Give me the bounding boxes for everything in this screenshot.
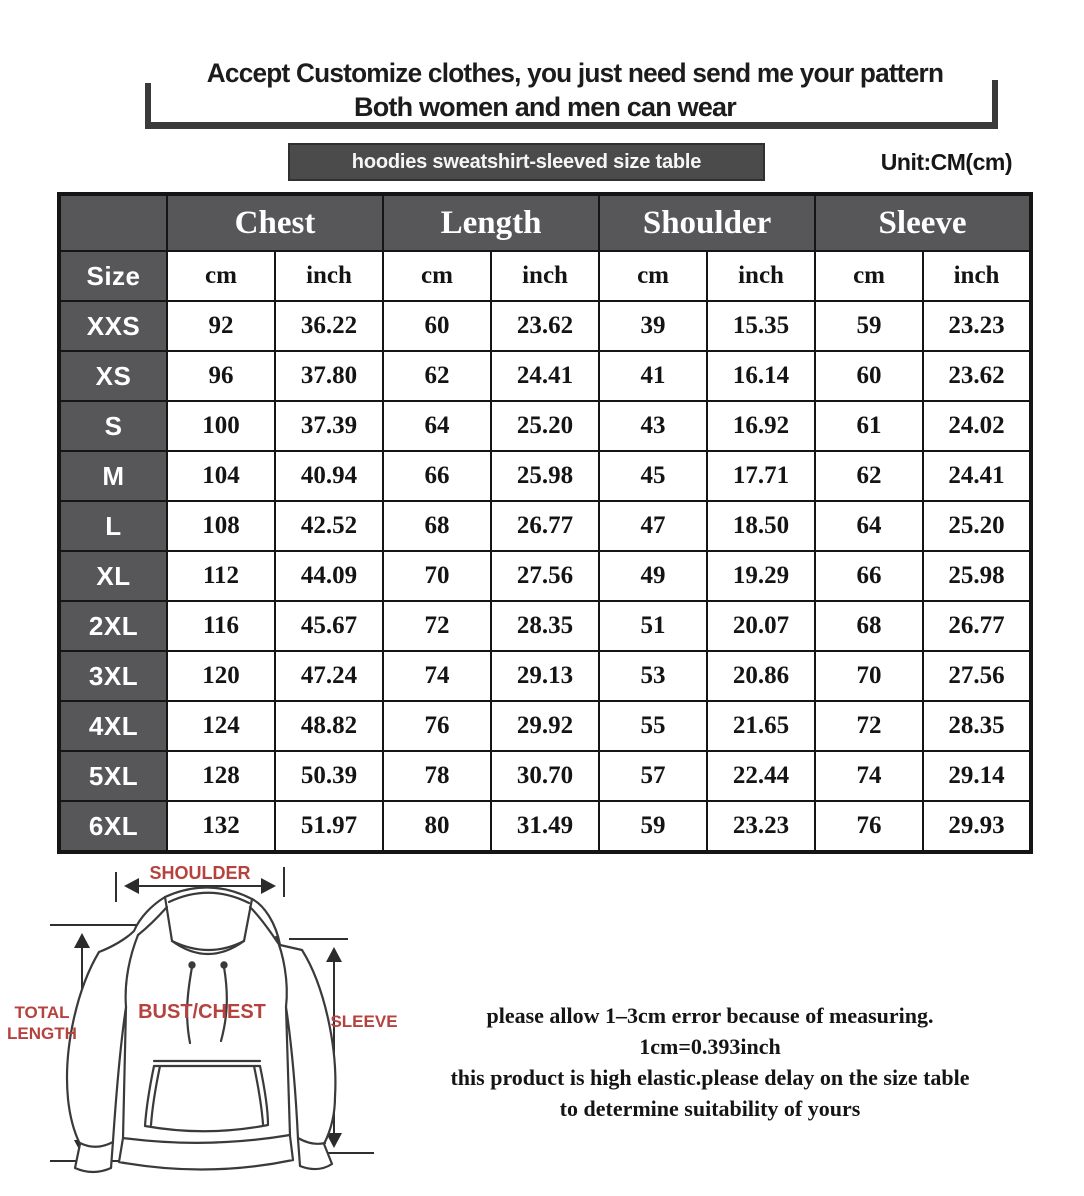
shoulder-label: SHOULDER	[149, 863, 251, 883]
measurement-value: 39	[599, 301, 707, 351]
measurement-value: 29.92	[491, 701, 599, 751]
unit-header: cm	[383, 251, 491, 301]
size-label: XL	[59, 551, 167, 601]
measurement-value: 36.22	[275, 301, 383, 351]
measurement-value: 20.86	[707, 651, 815, 701]
unit-header: inch	[275, 251, 383, 301]
measurement-value: 44.09	[275, 551, 383, 601]
measurement-value: 17.71	[707, 451, 815, 501]
measurement-value: 100	[167, 401, 275, 451]
measurement-value: 64	[383, 401, 491, 451]
group-header-row	[59, 194, 1031, 251]
measurement-value: 27.56	[923, 651, 1031, 701]
size-label: S	[59, 401, 167, 451]
measurement-value: 48.82	[275, 701, 383, 751]
unit-header: cm	[815, 251, 923, 301]
measurement-value: 23.62	[491, 301, 599, 351]
total-length-label-line1: TOTAL	[14, 1003, 70, 1022]
measurement-value: 21.65	[707, 701, 815, 751]
measurement-value: 26.77	[923, 601, 1031, 651]
group-header-shoulder: Shoulder	[599, 194, 815, 251]
headline-bracket-underline	[145, 122, 998, 129]
measurement-value: 45	[599, 451, 707, 501]
measurement-value: 66	[815, 551, 923, 601]
headline-line-2: Both women and men can wear	[354, 92, 736, 122]
measurement-value: 18.50	[707, 501, 815, 551]
measurement-value: 108	[167, 501, 275, 551]
table-row	[59, 701, 1031, 751]
total-length-label-line2: LENGTH	[7, 1024, 77, 1043]
table-title: hoodies sweatshirt-sleeved size table	[351, 150, 702, 173]
measurement-value: 49	[599, 551, 707, 601]
headline-bracket-left	[145, 83, 151, 129]
measurement-value: 40.94	[275, 451, 383, 501]
measurement-value: 31.49	[491, 801, 599, 852]
measurement-value: 61	[815, 401, 923, 451]
size-label: XXS	[59, 301, 167, 351]
size-table-body	[59, 301, 1031, 852]
measurement-value: 24.41	[491, 351, 599, 401]
measurement-value: 51	[599, 601, 707, 651]
measurement-value: 60	[815, 351, 923, 401]
size-header-cell: Size	[59, 251, 167, 301]
measurement-value: 23.62	[923, 351, 1031, 401]
measurement-value: 59	[599, 801, 707, 852]
table-row	[59, 301, 1031, 351]
measurement-value: 42.52	[275, 501, 383, 551]
measurement-value: 23.23	[707, 801, 815, 852]
measurement-value: 57	[599, 751, 707, 801]
measurement-value: 25.20	[491, 401, 599, 451]
measurement-value: 27.56	[491, 551, 599, 601]
measurement-value: 16.14	[707, 351, 815, 401]
measurement-value: 19.29	[707, 551, 815, 601]
headline-bracket-right	[992, 80, 998, 129]
measurement-value: 30.70	[491, 751, 599, 801]
measurement-value: 70	[815, 651, 923, 701]
table-row	[59, 551, 1031, 601]
size-label: 4XL	[59, 701, 167, 751]
size-label: 3XL	[59, 651, 167, 701]
measurement-value: 23.23	[923, 301, 1031, 351]
table-row	[59, 501, 1031, 551]
unit-header: inch	[707, 251, 815, 301]
measurement-value: 43	[599, 401, 707, 451]
group-header-length: Length	[383, 194, 599, 251]
sub-header-row	[59, 251, 1031, 301]
measurement-value: 66	[383, 451, 491, 501]
measurement-value: 51.97	[275, 801, 383, 852]
measurement-value: 28.35	[491, 601, 599, 651]
measurement-value: 22.44	[707, 751, 815, 801]
size-label: 2XL	[59, 601, 167, 651]
measurement-value: 76	[815, 801, 923, 852]
measurement-value: 45.67	[275, 601, 383, 651]
measurement-value: 116	[167, 601, 275, 651]
measurement-value: 62	[815, 451, 923, 501]
note-line: this product is high elastic.please delay on the size table	[450, 1065, 970, 1090]
measurement-value: 74	[383, 651, 491, 701]
size-label: 6XL	[59, 801, 167, 852]
hoodie-drawing	[67, 887, 335, 1172]
size-label: L	[59, 501, 167, 551]
measurement-value: 28.35	[923, 701, 1031, 751]
measurement-value: 29.13	[491, 651, 599, 701]
table-row	[59, 401, 1031, 451]
measurement-value: 60	[383, 301, 491, 351]
measurement-value: 47	[599, 501, 707, 551]
measurement-value: 59	[815, 301, 923, 351]
measurement-value: 37.80	[275, 351, 383, 401]
measurement-value: 15.35	[707, 301, 815, 351]
measurement-value: 128	[167, 751, 275, 801]
measurement-value: 24.41	[923, 451, 1031, 501]
measurement-value: 20.07	[707, 601, 815, 651]
measurement-value: 104	[167, 451, 275, 501]
table-row	[59, 351, 1031, 401]
measurement-value: 26.77	[491, 501, 599, 551]
size-label: 5XL	[59, 751, 167, 801]
bust-chest-label: BUST/CHEST	[138, 1001, 266, 1023]
group-header-chest: Chest	[167, 194, 383, 251]
measurement-value: 70	[383, 551, 491, 601]
size-table	[57, 192, 1033, 854]
measurement-value: 25.20	[923, 501, 1031, 551]
measurement-value: 112	[167, 551, 275, 601]
measurement-value: 55	[599, 701, 707, 751]
measurement-value: 37.39	[275, 401, 383, 451]
notes-block	[395, 1000, 1025, 1124]
measurement-value: 78	[383, 751, 491, 801]
measurement-value: 50.39	[275, 751, 383, 801]
sleeve-label: SLEEVE	[330, 1012, 398, 1031]
table-row	[59, 601, 1031, 651]
measurement-value: 47.24	[275, 651, 383, 701]
measurement-value: 72	[815, 701, 923, 751]
measurement-value: 72	[383, 601, 491, 651]
size-label: M	[59, 451, 167, 501]
measurement-value: 16.92	[707, 401, 815, 451]
note-line: to determine suitability of yours	[559, 1096, 861, 1121]
measurement-value: 29.93	[923, 801, 1031, 852]
table-row	[59, 801, 1031, 852]
measurement-value: 96	[167, 351, 275, 401]
measurement-value: 132	[167, 801, 275, 852]
corner-cell	[59, 194, 167, 251]
table-row	[59, 751, 1031, 801]
size-label: XS	[59, 351, 167, 401]
measurement-value: 62	[383, 351, 491, 401]
measurement-value: 80	[383, 801, 491, 852]
unit-label: Unit:CM(cm)	[880, 149, 1012, 175]
measurement-value: 29.14	[923, 751, 1031, 801]
measurement-value: 25.98	[923, 551, 1031, 601]
note-line: 1cm=0.393inch	[639, 1034, 781, 1059]
measurement-value: 64	[815, 501, 923, 551]
measurement-value: 68	[383, 501, 491, 551]
measurement-value: 68	[815, 601, 923, 651]
unit-header: inch	[491, 251, 599, 301]
measurement-value: 41	[599, 351, 707, 401]
measurement-value: 25.98	[491, 451, 599, 501]
headline-line-1: Accept Customize clothes, you just need send me your pattern	[206, 58, 944, 88]
unit-header: inch	[923, 251, 1031, 301]
measurement-value: 24.02	[923, 401, 1031, 451]
hoodie-diagram	[2, 855, 432, 1196]
note-line: please allow 1–3cm error because of measuring.	[486, 1003, 934, 1028]
measurement-value: 53	[599, 651, 707, 701]
table-title-banner	[288, 143, 765, 181]
measurement-value: 74	[815, 751, 923, 801]
measurement-value: 76	[383, 701, 491, 751]
unit-header: cm	[599, 251, 707, 301]
measurement-value: 92	[167, 301, 275, 351]
table-row	[59, 651, 1031, 701]
group-header-sleeve: Sleeve	[815, 194, 1031, 251]
hoodie-silhouette	[67, 887, 335, 1172]
table-row	[59, 451, 1031, 501]
unit-header: cm	[167, 251, 275, 301]
measurement-value: 124	[167, 701, 275, 751]
measurement-value: 120	[167, 651, 275, 701]
